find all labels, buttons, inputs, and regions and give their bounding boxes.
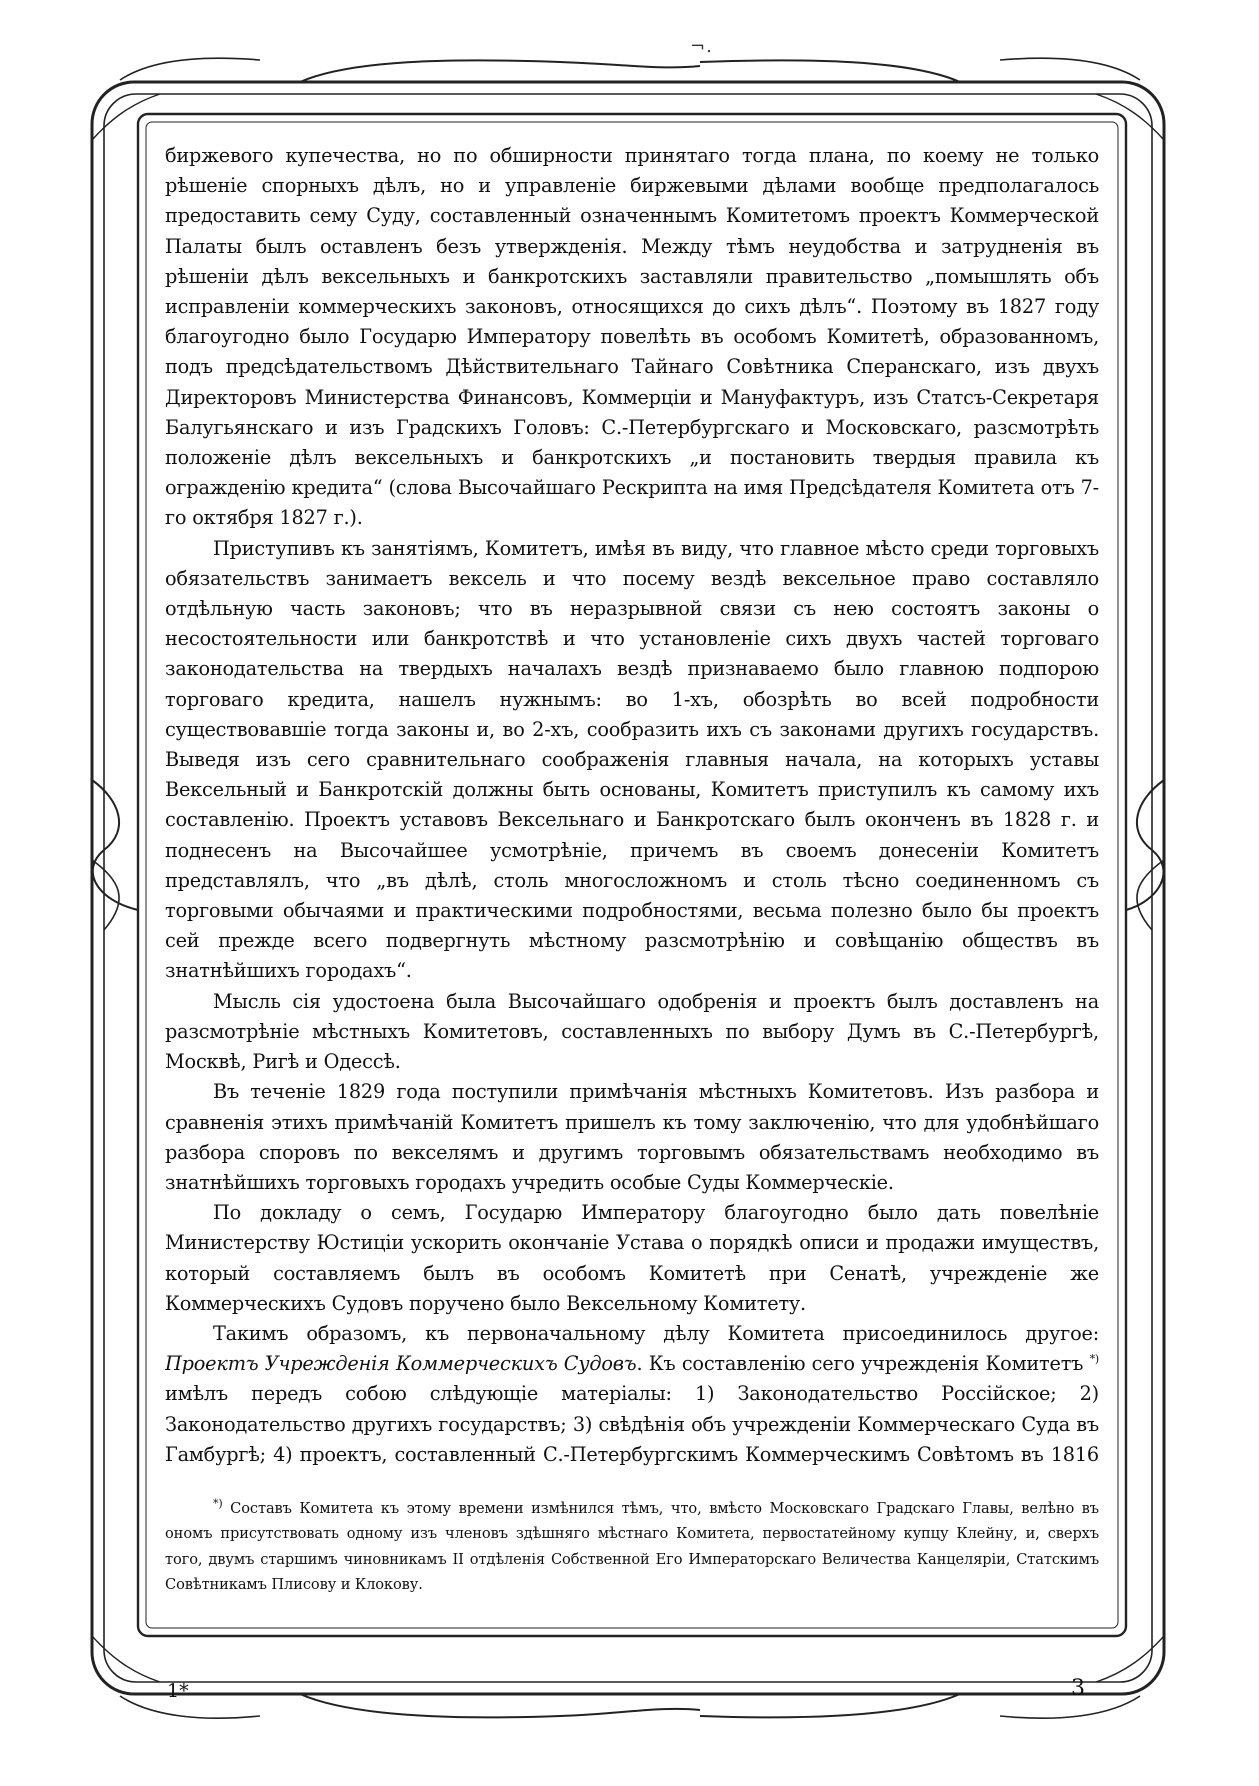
paragraph: Мысль сія удостоена была Высочайшаго одобренія и проектъ былъ доставленъ на разсмотрѣніе мѣстныхъ Комитетовъ, составленныхъ по выбору Думъ въ С.-Петербургѣ, Москвѣ, Ригѣ и Одессѣ. (165, 989, 1099, 1074)
footnote-body (165, 1496, 1099, 1597)
paragraph: биржевого купечества, но по обширности принятаго тогда плана, по коему не только рѣшеніе спорныхъ дѣлъ, но и управленіе биржевыми дѣлами вообще предполагалось предоставить сему Суду, составленный означеннымъ Комитетомъ проектъ Коммерческой Палаты былъ оставленъ безъ утвержденія. Между тѣмъ неудобства и затрудненія въ рѣшеніи дѣлъ вексельныхъ и банкротскихъ заставляли правительство „помышлять объ исправленіи коммерческихъ законовъ, относящихся до сихъ дѣлъ“. Поэтому въ 1827 году благоугодно было Государю Императору повелѣть въ особомъ Комитетѣ, образованномъ, подъ предсѣдательствомъ Дѣйствительнаго Тайнаго Совѣтника Сперанскаго, изъ двухъ Директоровъ Министерства Финансовъ, Коммерціи и Мануфактуръ, изъ Статсъ-Секретаря Балугьянскаго и изъ Градскихъ Головъ: С.-Петербургскаго и Московскаго, разсмотрѣть положеніе дѣлъ вексельныхъ и банкротскихъ „и постановить твердыя правила къ огражденію кредита“ (слова Высочайшаго Рескрипта на имя Предсѣдателя Комитета отъ 7-го октября 1827 г.). (165, 144, 1099, 530)
paragraph-middle: . Къ составленію сего учрежденія Комитетъ (636, 1352, 1090, 1376)
paragraph-lead: Такимъ образомъ, къ первоначальному дѣлу Комитета присоединилось другое: (213, 1321, 1099, 1345)
footnote-reference[interactable]: *) (1089, 1352, 1099, 1366)
main-text (165, 141, 1099, 1471)
paragraph: Въ теченіе 1829 года поступили примѣчанія мѣстныхъ Комитетовъ. Изъ разбора и сравненія этихъ примѣчаній Комитетъ пришелъ къ тому заключенію, что для удобнѣйшаго разбора споровъ по векселямъ и другимъ торговымъ обязательствамъ необходимо въ знатнѣйшихъ торговыхъ городахъ учредить особые Суды Коммерческіе. (165, 1080, 1099, 1194)
paragraph: Приступивъ къ занятіямъ, Комитетъ, имѣя въ виду, что главное мѣсто среди торговыхъ обязательствъ занимаетъ вексель и что посему вездѣ вексельное право составляло отдѣльную часть законовъ; что въ неразрывной связи съ нею состоятъ законы о несостоятельности или банкротствѣ и что установленіе сихъ двухъ частей торговаго законодательства на твердыхъ началахъ вездѣ признаваемо было главною подпорою торговаго кредита, нашелъ нужнымъ: во 1-хъ, обозрѣть во всей подробности существовавшіе тогда законы и, во 2-хъ, сообразить ихъ съ законами другихъ государствъ. Выведя изъ сего сравнительнаго соображенія главныя начала, на которыхъ уставы Вексельный и Банкротскій должны быть основаны, Комитетъ приступилъ къ самому ихъ составленію. Проектъ уставовъ Вексельнаго и Банкротскаго былъ оконченъ въ 1828 г. и поднесенъ на Высочайшее усмотрѣніе, причемъ въ своемъ донесеніи Комитетъ представлялъ, что „въ дѣлѣ, столь многосложномъ и столь тѣсно соединенномъ съ торговыми обычаями и практическими подробностями, весьма полезно было бы проектъ сей прежде всего подвергнуть мѣстному разсмотрѣнію и совѣщанію обществъ въ знатнѣйшихъ городахъ“. (165, 536, 1099, 983)
paragraph: По докладу о семъ, Государю Императору благоугодно было дать повелѣніе Министерству Юстиціи ускорить окончаніе Устава о порядкѣ описи и продажи имуществъ, который составляемъ былъ въ особомъ Комитетѣ при Сенатѣ, учрежденіе же Коммерческихъ Судовъ поручено было Вексельному Комитету. (165, 1201, 1099, 1315)
project-title: Проектъ Учрежденія Коммерческихъ Судовъ (165, 1352, 637, 1376)
paragraph-last (165, 1319, 1099, 1471)
paragraph-tail: имѣлъ передъ собою слѣдующіе матеріалы: 1) Законодательство Россійское; 2) Законодательство другихъ государствъ; 3) свѣдѣнія объ учрежденіи Коммерческаго Суда въ Гамбургѣ; 4) проектъ, составленный С.-Петербургскимъ Коммерческимъ Совѣтомъ въ 1816 (165, 1382, 1099, 1466)
footnote-text: Составъ Комитета къ этому времени измѣнился тѣмъ, что, вмѣсто Московскаго Градскаго Главы, велѣно въ ономъ присутствовать одному изъ членовъ здѣшняго мѣстнаго Комитета, первостатейному купцу Клейну, и, сверхъ того, двумъ старшимъ чиновникамъ II отдѣленія Собственной Его Императорскаго Величества Канцеляріи, Статскимъ Совѣтникамъ Плисову и Клокову. (165, 1500, 1099, 1593)
top-mark: ¬. (690, 36, 713, 57)
page-number: 3 (1071, 1676, 1085, 1701)
footnote (165, 1496, 1099, 1597)
footnote-mark: *) (213, 1497, 223, 1511)
signature-mark: 1* (167, 1680, 189, 1702)
